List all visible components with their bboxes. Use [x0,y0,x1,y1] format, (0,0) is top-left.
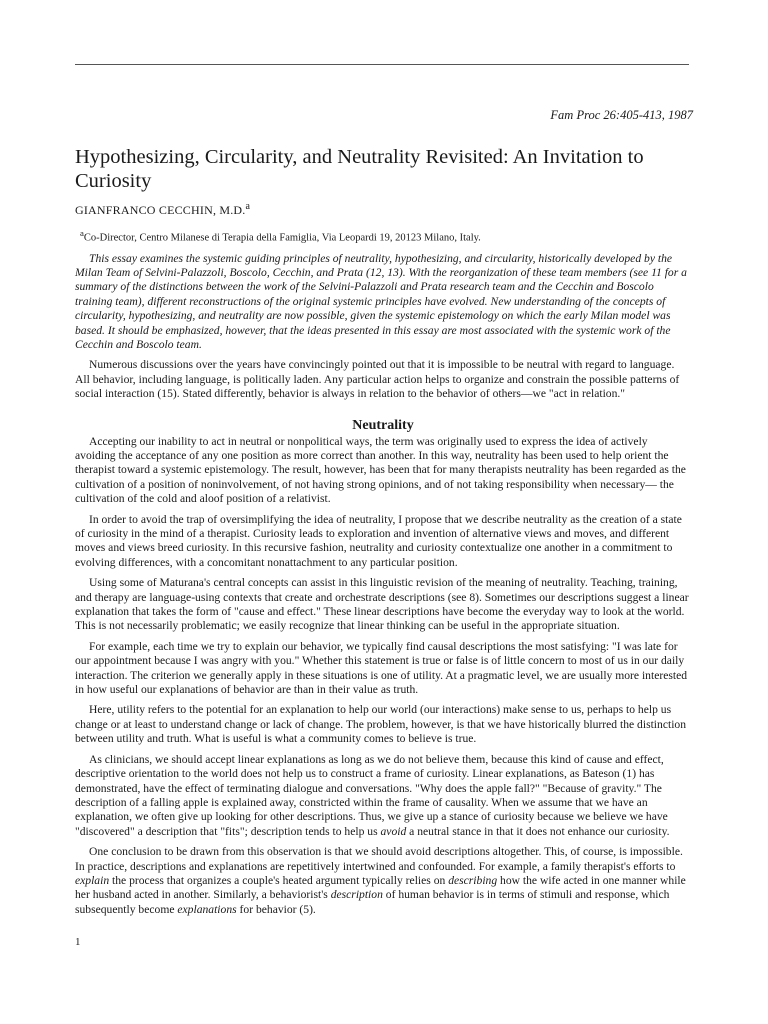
paragraph-7-text-a: One conclusion to be drawn from this observation is that we should avoid descriptions altogether. This, of course, is impossible. In practice, descriptions and explanations are repetitively intertwined and confounded. For example, a family therapist's efforts to [75,845,683,873]
article-title: Hypothesizing, Circularity, and Neutrality Revisited: An Invitation to Curiosity [75,146,644,192]
author-line [75,201,691,218]
paragraph-7-text-b: the process that organizes a couple's heated argument typically relies on [109,873,449,887]
journal-citation: Fam Proc 26:405-413, 1987 [550,108,693,122]
affiliation-text: Co-Director, Centro Milanese di Terapia della Famiglia, Via Leopardi 19, 20123 Milano, Italy. [83,232,481,244]
paragraph-6-text-a: As clinicians, we should accept linear explanations as long as we do not believe them, because this kind of cause and effect, descriptive orientation to the world does not help us to construct a frame of curiosity. Linear explanations, as Bateson (1) has demonstrated, have the effect of terminating dialogue and conversations. "Why does the apple fall?" "Because of gravity." The description of a falling apple is explained away, constricted within the frame of causality. When we assume that we have an explanation, we often give up looking for other descriptions. Thus, we give up a stance of curiosity because we believe we have "discovered" a description that "fits"; description tends to help us [75,752,668,838]
paragraph-7-emphasis-2: describing [448,873,498,887]
paragraph-5: Here, utility refers to the potential for an explanation to help our world (our interactions) make sense to us, perhaps to help us change or at least to understand change or lack of change. The problem, however, is that we have historically blurred the distinction between utility and truth. What is useful is what a community comes to believe is true. [75,703,687,746]
paragraph-1: Accepting our inability to act in neutral or nonpolitical ways, the term was originally used to express the idea of actively avoiding the acceptance of any one position as more correct than another. In this way, neutrality has been used to help orient the therapist toward a systemic epistemology. The result, however, has been that for many therapists neutrality has been regarded as the cultivation of a position of noninvolvement, of not having strong opinions, and of not taking responsibility when necessary— the cultivation of the cold and aloof position of a relativist. [75,434,686,506]
author-name: GIANFRANCO CECCHIN, M.D. [75,203,246,217]
affiliation [75,228,691,244]
intro-paragraph: Numerous discussions over the years have convincingly pointed out that it is impossible to be neutral with regard to language. All behavior, including language, is politically laden. Any particular action helps to organize and constrain the possible patterns of social interaction (15). Stated differently, behavior is always in relation to the behavior of others—we "act in relation." [75,358,680,401]
paragraph-4: For example, each time we try to explain our behavior, we typically find causal descriptions the most satisfying: "I was late for our appointment because I was angry with you." Whether this statement is true or false is of little concern to most of us in our daily interaction. The criterion we generally apply in these situations is one of utility. At a pragmatic level, we are usually more interested in how useful our explanations of behavior are than in their value as truth. [75,639,688,697]
paragraph-3: Using some of Maturana's central concepts can assist in this linguistic revision of the meaning of neutrality. Teaching, training, and therapy are language-using contexts that create and orchestrate descriptions (see 8). Sometimes our descriptions suggest a linear explanation that takes the form of "cause and effect." These linear descriptions have become the everyday way to look at the world. This is not necessarily problematic; we easily recognize that linear thinking can be useful in the appropriate situation. [75,576,689,633]
abstract: This essay examines the systemic guiding principles of neutrality, hypothesizing, and circularity, historically developed by the Milan Team of Selvini-Palazzoli, Boscolo, Cecchin, and Prata (12, 13). With the reorganization of these team members (see 11 for a summary of the distinctions between the work of the Selvini-Palazzoli and Prata research team and the Cecchin and Boscolo training team), different reconstructions of the original systemic principles have evolved. New understanding of the concepts of circularity, hypothesizing, and neutrality are now possible, given the systemic epistemology on which the early Milan model was based. It should be emphasized, however, that the ideas presented in this essay are most associated with the systemic work of the Cecchin and Boscolo team. [75,251,687,351]
paragraph-6-text-b: a neutral stance in that it does not enhance our curiosity. [406,824,670,838]
section-heading: Neutrality [352,417,414,433]
paragraph-2: In order to avoid the trap of oversimplifying the idea of neutrality, I propose that we describe neutrality as the creation of a state of curiosity in the mind of a therapist. Curiosity leads to exploration and invention of alternative views and moves, and different moves and views breed curiosity. In this recursive fashion, neutrality and curiosity contextualize one another in a commitment to evolving differences, with a concomitant nonattachment to any particular position. [75,512,682,569]
affiliation-superscript: a [80,228,84,238]
paragraph-7-text-e: for behavior (5). [236,902,316,916]
paragraph-6-emphasis: avoid [380,824,407,838]
paragraph-7-emphasis-3: description [330,888,383,902]
page-number: 1 [75,936,81,948]
author-superscript: a [245,201,251,212]
paragraph-7-emphasis-1: explain [75,873,110,887]
paragraph-7-text-d: of human behavior is in terms of stimuli and response, which subsequently become [75,888,670,916]
paragraph-7-text-c: how the wife acted in one manner while her husband acted in another. Similarly, a behaviorist's [75,873,686,902]
paragraph-6 [75,753,691,839]
article-body [75,145,691,917]
header-rule [75,64,689,65]
paragraph-7 [75,845,691,917]
paragraph-7-emphasis-4: explanations [177,902,237,916]
